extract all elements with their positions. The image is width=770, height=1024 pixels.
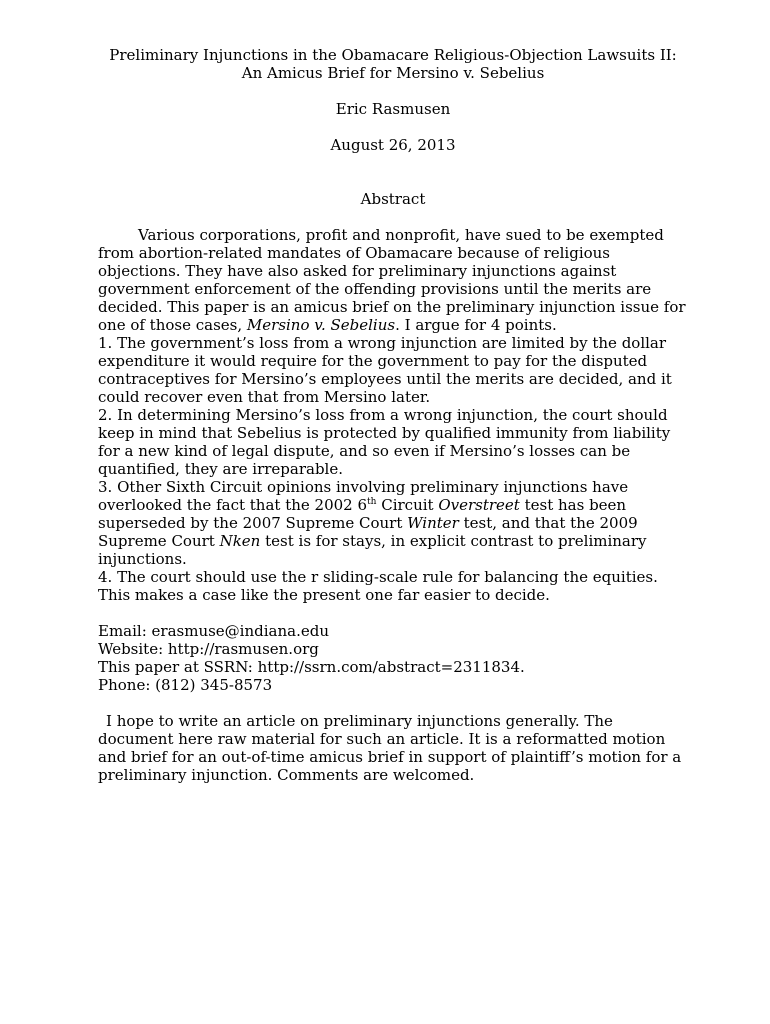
contact-phone: Phone: (812) 345-8573	[98, 676, 273, 694]
abstract-intro-end: . I argue for 4 points.	[395, 316, 557, 334]
abstract-heading: Abstract	[360, 190, 426, 208]
paper-page	[98, 46, 688, 784]
abstract-intro-text: Various corporations, profit and nonprofit, have sued to be exempted from abortion-related mandates of Obamacare because of religious objections. They have also asked for preliminary injunctions against government enforcement of the offending provisions until the merits are decided. This paper is an amicus brief on the preliminary injunction issue for one of those cases,	[98, 226, 686, 334]
abstract-intro	[98, 226, 688, 334]
nken-case: Nken	[219, 532, 261, 550]
paper-date: August 26, 2013	[330, 136, 456, 154]
contact-website: Website: http://rasmusen.org	[98, 640, 319, 658]
closing-paragraph: I hope to write an article on preliminary injunctions generally. The document here raw material for such an article. It is a reformatted motion and brief for an out-of-time amicus brief in support of plaintiff’s motion for a preliminary injunction. Comments are welcomed.	[98, 712, 682, 784]
author-name: Eric Rasmusen	[335, 100, 451, 118]
paper-title	[98, 46, 688, 82]
abstract-point-4: 4. The court should use the r sliding-scale rule for balancing the equities. This makes a case like the present one far easier to decide.	[98, 568, 658, 604]
abstract-body	[98, 226, 688, 604]
point-3-text-a: 3. Other Sixth Circuit opinions involving preliminary injunctions have overlooked the fact that the 2002 6	[98, 478, 629, 514]
abstract-point-3	[98, 478, 688, 568]
point-3-superscript: th	[367, 497, 377, 507]
abstract-point-2: 2. In determining Mersino’s loss from a wrong injunction, the court should keep in mind that Sebelius is protected by qualified immunity from liability for a new kind of legal dispute, and so even if Mersino’s losses can be quantified, they are irreparable.	[98, 406, 671, 478]
contact-ssrn: This paper at SSRN: http://ssrn.com/abstract=2311834.	[98, 658, 525, 676]
contact-email: Email: erasmuse@indiana.edu	[98, 622, 329, 640]
point-3-text-b: Circuit	[376, 496, 439, 514]
winter-case: Winter	[407, 514, 459, 532]
point-3-text-c: test has been superseded by the 2007 Supreme Court	[98, 496, 627, 532]
case-name: Mersino v. Sebelius	[246, 316, 396, 334]
paper-title-line-2: An Amicus Brief for Mersino v. Sebelius	[241, 64, 545, 82]
abstract-point-1: 1. The government’s loss from a wrong injunction are limited by the dollar expenditure it would require for the government to pay for the disputed contraceptives for Mersino’s employees until the merits are decided, and it could recover even that from Mersino later.	[98, 334, 672, 406]
overstreet-case: Overstreet	[438, 496, 520, 514]
point-3-text-d: test, and that the 2009 Supreme Court	[98, 514, 638, 550]
contact-block	[98, 622, 688, 694]
paper-title-line-1: Preliminary Injunctions in the Obamacare Religious-Objection Lawsuits II:	[109, 46, 677, 64]
point-3-text-e: test is for stays, in explicit contrast to preliminary injunctions.	[98, 532, 647, 568]
